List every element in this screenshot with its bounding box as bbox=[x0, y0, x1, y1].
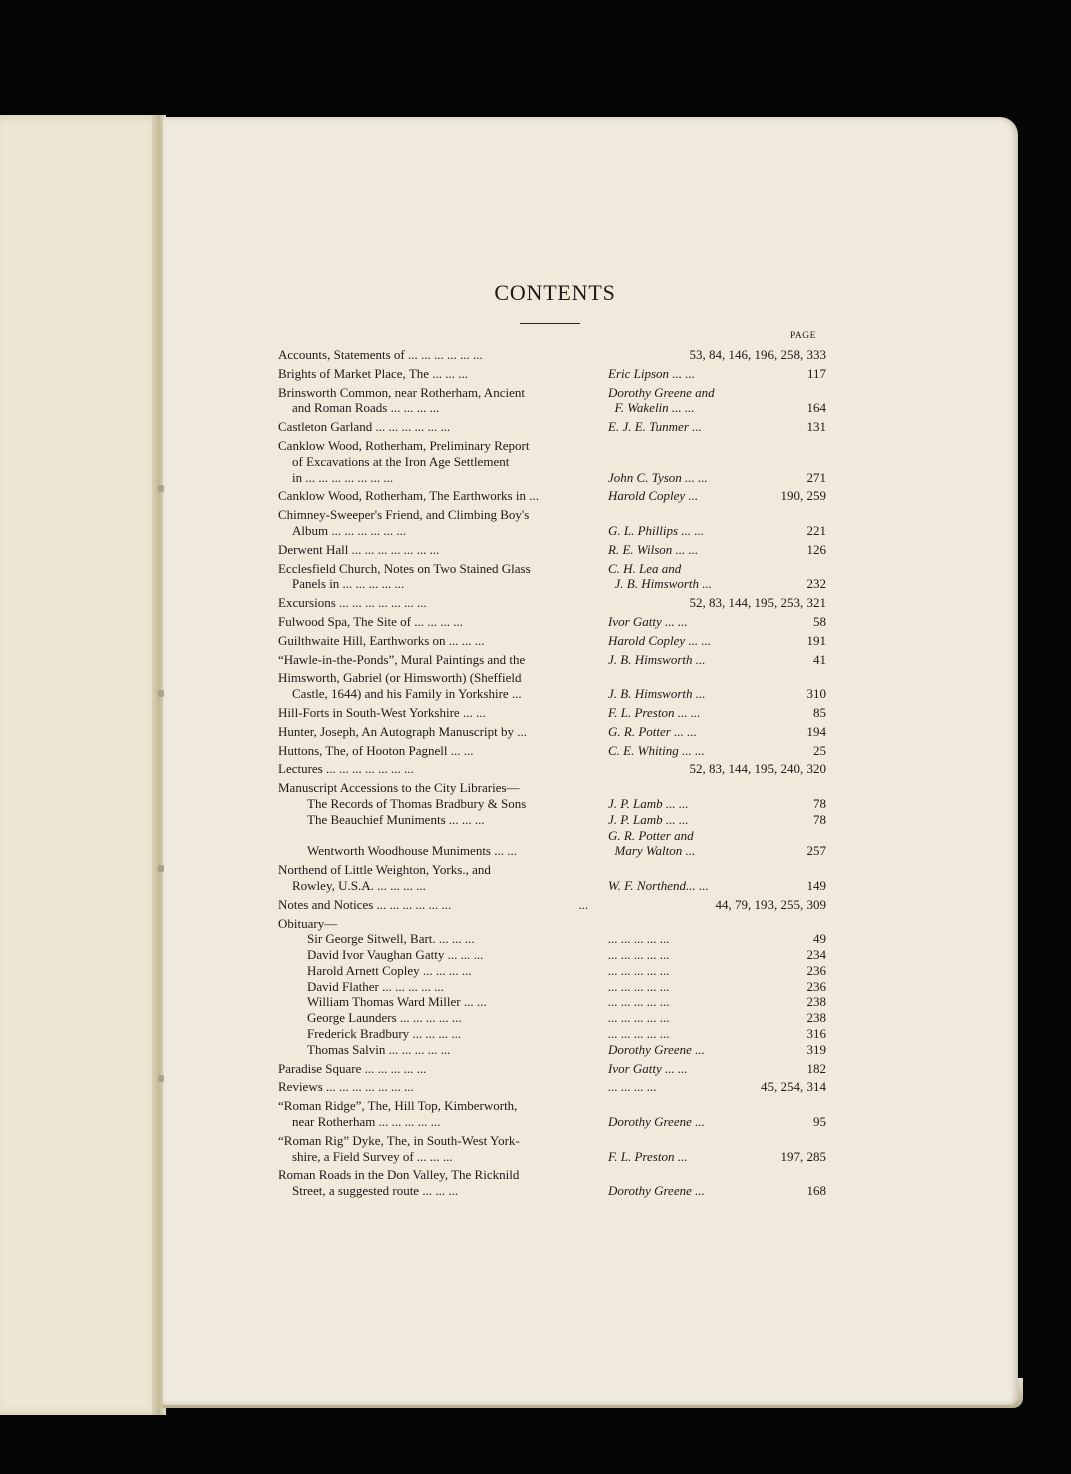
toc-entry-pages: 58 bbox=[813, 613, 826, 629]
toc-entry-author: ... bbox=[578, 896, 589, 912]
toc-entry-pages: 236 bbox=[806, 978, 826, 994]
left-page bbox=[0, 115, 163, 1415]
toc-entry-pages: 49 bbox=[813, 931, 826, 947]
toc-entry-title-line: Wentworth Woodhouse Muniments ... ... bbox=[307, 843, 517, 859]
toc-entry bbox=[278, 963, 826, 979]
toc-entry bbox=[278, 1098, 826, 1130]
toc-entry bbox=[278, 347, 826, 363]
toc-entry bbox=[278, 979, 826, 995]
toc-entry bbox=[278, 652, 826, 668]
toc-entry bbox=[278, 633, 826, 649]
toc-entry-title-line: Notes and Notices ... ... ... ... ... ... bbox=[278, 896, 452, 912]
toc-entry-title-line: “Roman Ridge”, The, Hill Top, Kimberworth, bbox=[278, 1098, 518, 1114]
toc-entry bbox=[278, 1061, 826, 1077]
toc-entry bbox=[278, 542, 826, 558]
toc-entry-title bbox=[278, 507, 608, 539]
toc-entry-author: Dorothy Greene ... bbox=[608, 1041, 705, 1057]
toc-entry-author: Dorothy Greene and F. Wakelin ... ... bbox=[608, 384, 715, 416]
toc-entry-author: Harold Copley ... ... bbox=[608, 632, 712, 648]
toc-entry-title bbox=[278, 947, 608, 963]
toc-entry-pages: 319 bbox=[806, 1041, 826, 1057]
toc-entry-title-line: Hill-Forts in South-West Yorkshire ... ... bbox=[278, 704, 486, 720]
toc-entry-author: J. B. Himsworth ... bbox=[608, 651, 706, 667]
toc-entry-title-line: Obituary— bbox=[278, 915, 338, 931]
toc-entry bbox=[278, 724, 826, 740]
toc-entry-pages: 221 bbox=[806, 522, 826, 538]
toc-entry-title bbox=[278, 796, 608, 812]
toc-entry-author: John C. Tyson ... ... bbox=[608, 469, 708, 485]
toc-entry-author: Dorothy Greene ... bbox=[608, 1114, 705, 1130]
toc-entry-title bbox=[278, 963, 608, 979]
toc-entry-title bbox=[278, 1026, 608, 1042]
toc-entry bbox=[278, 897, 826, 913]
toc-entry bbox=[278, 743, 826, 759]
toc-entry-author: F. L. Preston ... bbox=[608, 1148, 688, 1164]
toc-entry bbox=[278, 595, 826, 611]
toc-entry-title-line: Panels in ... ... ... ... ... bbox=[292, 576, 405, 592]
toc-entry-pages: 85 bbox=[813, 704, 826, 720]
toc-entry-pages: 191 bbox=[806, 632, 826, 648]
toc-entry-author: ... ... ... ... bbox=[608, 1079, 657, 1095]
toc-entry-pages: 164 bbox=[806, 400, 826, 416]
toc-entry bbox=[278, 1026, 826, 1042]
toc-entry-title-line: Ecclesfield Church, Notes on Two Stained Glass bbox=[278, 560, 531, 576]
toc-entry-title-line: Thomas Salvin ... ... ... ... ... bbox=[307, 1041, 451, 1057]
toc-entry bbox=[278, 366, 826, 382]
toc-entry-title-line: of Excavations at the Iron Age Settlement bbox=[292, 453, 510, 469]
toc-entry bbox=[278, 947, 826, 963]
toc-entry-title-line: Brinsworth Common, near Rotherham, Ancient bbox=[278, 384, 525, 400]
toc-entry bbox=[278, 931, 826, 947]
toc-entry-title-line: Sir George Sitwell, Bart. ... ... ... bbox=[307, 931, 475, 947]
toc-entry-title-line: Roman Roads in the Don Valley, The Ricknild bbox=[278, 1167, 520, 1183]
toc-entry-title bbox=[278, 633, 608, 649]
toc-entry-title-line: Himsworth, Gabriel (or Himsworth) (Sheffield bbox=[278, 670, 522, 686]
toc-entry-title-line: Lectures ... ... ... ... ... ... ... bbox=[278, 761, 414, 777]
toc-entry-author: C. E. Whiting ... ... bbox=[608, 742, 705, 758]
toc-entry-author: C. H. Lea and J. B. Himsworth ... bbox=[608, 560, 712, 592]
toc-entry-pages: 52, 83, 144, 195, 240, 320 bbox=[689, 761, 826, 777]
toc-entry-title-line: Accounts, Statements of ... ... ... ... ... ... bbox=[278, 347, 483, 362]
toc-entry-title-line: Guilthwaite Hill, Earthworks on ... ... ... bbox=[278, 632, 485, 648]
toc-entry-author: Harold Copley ... bbox=[608, 488, 699, 504]
binding-stitch bbox=[158, 485, 164, 492]
toc-entry-pages: 117 bbox=[806, 365, 826, 381]
toc-entry-title-line: Street, a suggested route ... ... ... bbox=[292, 1183, 459, 1199]
toc-entry bbox=[278, 828, 826, 860]
toc-entry bbox=[278, 419, 826, 435]
toc-entry-title-line: Manuscript Accessions to the City Libraries— bbox=[278, 780, 520, 796]
toc-entry-title-line: “Hawle-in-the-Ponds”, Mural Paintings and the bbox=[278, 651, 526, 667]
toc-entry-title bbox=[278, 595, 561, 611]
toc-entry-title-line: and Roman Roads ... ... ... ... bbox=[292, 400, 440, 416]
toc-entry-title bbox=[278, 761, 561, 777]
toc-entry-title-line: William Thomas Ward Miller ... ... bbox=[307, 994, 487, 1010]
toc-entry-title bbox=[278, 347, 561, 363]
toc-entry bbox=[278, 994, 826, 1010]
toc-entry bbox=[278, 385, 826, 417]
toc-entry-pages: 271 bbox=[806, 469, 826, 485]
binding-stitch bbox=[158, 865, 164, 872]
toc-entry-title bbox=[278, 419, 608, 435]
toc-entry-title-line: Frederick Bradbury ... ... ... ... bbox=[307, 1026, 462, 1042]
toc-entry-pages: 78 bbox=[813, 795, 826, 811]
toc-entry-title-line: Rowley, U.S.A. ... ... ... ... bbox=[292, 877, 426, 893]
toc-entry-title-line: Canklow Wood, Rotherham, The Earthworks in ... bbox=[278, 488, 539, 504]
toc-entry-title bbox=[278, 780, 608, 796]
toc-entry bbox=[278, 916, 826, 932]
toc-entry-author: Ivor Gatty ... ... bbox=[608, 1060, 688, 1076]
toc-entry-author: ... ... ... ... ... bbox=[608, 962, 670, 978]
toc-entry-title-line: Hunter, Joseph, An Autograph Manuscript by ... bbox=[278, 723, 527, 739]
toc-entry-pages: 238 bbox=[806, 994, 826, 1010]
toc-entry-pages: 52, 83, 144, 195, 253, 321 bbox=[689, 595, 826, 611]
toc-entry-title bbox=[278, 614, 608, 630]
toc-entry-title bbox=[278, 743, 608, 759]
toc-entry-title bbox=[278, 652, 608, 668]
toc-entry-author: G. R. Potter and Mary Walton ... bbox=[608, 827, 696, 859]
toc-entry-author: ... ... ... ... ... bbox=[608, 1010, 670, 1026]
toc-entry bbox=[278, 761, 826, 777]
toc-entry-pages: 197, 285 bbox=[780, 1148, 826, 1164]
toc-entry-title bbox=[278, 862, 608, 894]
toc-entry-title-line: Huttons, The, of Hooton Pagnell ... ... bbox=[278, 742, 474, 758]
toc-entry-pages: 236 bbox=[806, 962, 826, 978]
toc-entry-pages: 126 bbox=[806, 541, 826, 557]
toc-entry bbox=[278, 670, 826, 702]
toc-entry bbox=[278, 1042, 826, 1058]
toc-entry-pages: 95 bbox=[813, 1114, 826, 1130]
toc-entry-author: Eric Lipson ... ... bbox=[608, 365, 696, 381]
toc-entry-title bbox=[278, 843, 608, 859]
toc-entry-author: Ivor Gatty ... ... bbox=[608, 613, 688, 629]
toc-entry bbox=[278, 488, 826, 504]
toc-entry-author: J. B. Himsworth ... bbox=[608, 686, 706, 702]
toc-entry-pages: 316 bbox=[806, 1026, 826, 1042]
toc-entry-pages: 238 bbox=[806, 1010, 826, 1026]
toc-entry-pages: 44, 79, 193, 255, 309 bbox=[715, 896, 826, 912]
toc-entry-title bbox=[278, 812, 608, 828]
toc-entry-pages: 41 bbox=[813, 651, 826, 667]
toc-entry-title bbox=[278, 931, 608, 947]
toc-entry-author: ... ... ... ... ... bbox=[608, 947, 670, 963]
toc-entry-title-line: “Roman Rig” Dyke, The, in South-West York- bbox=[278, 1132, 520, 1148]
page-column-label: PAGE bbox=[790, 331, 816, 341]
toc-entry bbox=[278, 507, 826, 539]
toc-entry bbox=[278, 812, 826, 828]
toc-entry bbox=[278, 561, 826, 593]
toc-entry bbox=[278, 705, 826, 721]
toc-entry-title bbox=[278, 366, 608, 382]
toc-entry-pages: 53, 84, 146, 196, 258, 333 bbox=[689, 347, 826, 362]
toc-entry bbox=[278, 1079, 826, 1095]
toc-entry-pages: 234 bbox=[806, 947, 826, 963]
toc-entry-title bbox=[278, 897, 579, 913]
toc-entry-title-line: Excursions ... ... ... ... ... ... ... bbox=[278, 595, 427, 611]
contents-list bbox=[278, 347, 826, 1199]
toc-entry-title bbox=[278, 561, 608, 593]
toc-entry bbox=[278, 1133, 826, 1165]
toc-entry-title-line: Album ... ... ... ... ... ... bbox=[292, 522, 407, 538]
toc-entry-title bbox=[278, 1042, 608, 1058]
toc-entry-title bbox=[278, 916, 608, 932]
toc-entry-pages: 190, 259 bbox=[780, 488, 826, 504]
toc-entry-title-line: Castleton Garland ... ... ... ... ... ... bbox=[278, 419, 451, 435]
toc-entry-author: J. P. Lamb ... ... bbox=[608, 795, 689, 811]
toc-entry-author: R. E. Wilson ... ... bbox=[608, 541, 699, 557]
toc-entry-title bbox=[278, 542, 608, 558]
toc-entry-title bbox=[278, 1133, 608, 1165]
toc-entry-title bbox=[278, 1079, 608, 1095]
toc-entry-pages: 168 bbox=[806, 1183, 826, 1199]
toc-entry bbox=[278, 780, 826, 796]
toc-entry-author: E. J. E. Tunmer ... bbox=[608, 419, 702, 435]
toc-entry-author: G. L. Phillips ... ... bbox=[608, 522, 705, 538]
toc-entry bbox=[278, 862, 826, 894]
toc-entry-title bbox=[278, 979, 608, 995]
toc-entry bbox=[278, 1010, 826, 1026]
toc-entry-author: W. F. Northend... ... bbox=[608, 877, 709, 893]
toc-entry-title bbox=[278, 994, 608, 1010]
toc-entry-title-line: George Launders ... ... ... ... ... bbox=[307, 1010, 462, 1026]
toc-entry-title bbox=[278, 1061, 608, 1077]
toc-entry-title bbox=[278, 724, 608, 740]
toc-entry-author: ... ... ... ... ... bbox=[608, 1026, 670, 1042]
toc-entry-author: G. R. Potter ... ... bbox=[608, 723, 697, 739]
toc-entry-title-line: Paradise Square ... ... ... ... ... bbox=[278, 1060, 427, 1076]
toc-entry bbox=[278, 438, 826, 485]
toc-entry-pages: 45, 254, 314 bbox=[761, 1079, 826, 1095]
binding-stitch bbox=[158, 690, 164, 697]
title-rule bbox=[520, 323, 580, 324]
toc-entry-title-line: Chimney-Sweeper's Friend, and Climbing Boy's bbox=[278, 507, 530, 523]
toc-entry-title-line: in ... ... ... ... ... ... ... bbox=[292, 469, 394, 485]
toc-entry-title-line: Harold Arnett Copley ... ... ... ... bbox=[307, 962, 472, 978]
toc-entry-title-line: David Flather ... ... ... ... ... bbox=[307, 978, 444, 994]
toc-entry-author: ... ... ... ... ... bbox=[608, 978, 670, 994]
toc-entry-title-line: Castle, 1644) and his Family in Yorkshire ... bbox=[292, 686, 522, 702]
toc-entry-pages: 78 bbox=[813, 811, 826, 827]
binding-stitch bbox=[158, 1075, 164, 1082]
toc-entry-title-line: shire, a Field Survey of ... ... ... bbox=[292, 1148, 453, 1164]
toc-entry-title-line: Brights of Market Place, The ... ... ... bbox=[278, 365, 469, 381]
toc-entry-pages: 149 bbox=[806, 877, 826, 893]
toc-entry-title-line: The Records of Thomas Bradbury & Sons bbox=[307, 795, 527, 811]
toc-entry-title bbox=[278, 1098, 608, 1130]
toc-entry-pages: 194 bbox=[806, 723, 826, 739]
toc-entry bbox=[278, 796, 826, 812]
toc-entry bbox=[278, 1167, 826, 1199]
toc-entry-title-line: Derwent Hall ... ... ... ... ... ... ... bbox=[278, 541, 440, 557]
toc-entry-author: ... ... ... ... ... bbox=[608, 931, 670, 947]
toc-entry-author: Dorothy Greene ... bbox=[608, 1183, 705, 1199]
toc-entry-title bbox=[278, 670, 608, 702]
toc-entry-title-line: David Ivor Vaughan Gatty ... ... ... bbox=[307, 947, 484, 963]
toc-entry-pages: 25 bbox=[813, 742, 826, 758]
toc-entry-title-line: Northend of Little Weighton, Yorks., and bbox=[278, 862, 491, 878]
toc-entry-title-line: The Beauchief Muniments ... ... ... bbox=[307, 811, 485, 827]
toc-entry-title bbox=[278, 488, 608, 504]
toc-entry-title bbox=[278, 1010, 608, 1026]
toc-entry-author: J. P. Lamb ... ... bbox=[608, 811, 689, 827]
toc-entry-title bbox=[278, 438, 608, 485]
toc-entry-title-line: near Rotherham ... ... ... ... ... bbox=[292, 1114, 441, 1130]
toc-entry-author: F. L. Preston ... ... bbox=[608, 704, 701, 720]
toc-entry-pages: 131 bbox=[806, 419, 826, 435]
toc-entry-title-line: Fulwood Spa, The Site of ... ... ... ... bbox=[278, 613, 464, 629]
page-title: CONTENTS bbox=[494, 280, 616, 305]
toc-entry-title bbox=[278, 1167, 608, 1199]
toc-entry bbox=[278, 614, 826, 630]
toc-entry-pages: 257 bbox=[806, 843, 826, 859]
toc-entry-author: ... ... ... ... ... bbox=[608, 994, 670, 1010]
toc-entry-title bbox=[278, 705, 608, 721]
toc-entry-title-line: Canklow Wood, Rotherham, Preliminary Report bbox=[278, 437, 530, 453]
toc-entry-pages: 232 bbox=[806, 576, 826, 592]
toc-entry-pages: 310 bbox=[806, 686, 826, 702]
toc-entry-title bbox=[278, 385, 608, 417]
toc-entry-pages: 182 bbox=[806, 1060, 826, 1076]
toc-entry-title-line: Reviews ... ... ... ... ... ... ... bbox=[278, 1079, 414, 1095]
